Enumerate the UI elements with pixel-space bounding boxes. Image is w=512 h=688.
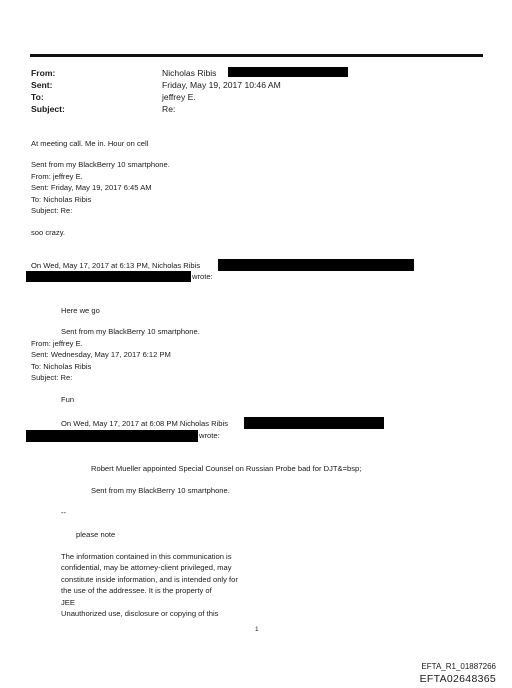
- to-label: To:: [31, 92, 44, 102]
- subject-label: Subject:: [31, 104, 65, 114]
- from-label: From:: [31, 68, 56, 78]
- body-line: Here we go: [61, 306, 100, 315]
- bates-number-large: EFTA02648365: [419, 673, 496, 685]
- to-value: jeffrey E.: [162, 92, 196, 102]
- from-value: Nicholas Ribis: [162, 68, 217, 78]
- forward-from: From: jeffrey E.: [31, 172, 83, 181]
- disclaimer-line: the use of the addressee. It is the property of: [61, 586, 212, 595]
- forward-from: From: jeffrey E.: [31, 339, 83, 348]
- body-line: Robert Mueller appointed Special Counsel on Russian Probe bad for DJT&=bsp;: [91, 464, 362, 473]
- disclaimer-line: JEE: [61, 598, 75, 607]
- forward-subject: Subject: Re:: [31, 206, 73, 215]
- redaction-box: [228, 67, 348, 77]
- subject-value: Re:: [162, 104, 176, 114]
- sent-label: Sent:: [31, 80, 53, 90]
- forward-sent: Sent: Friday, May 19, 2017 6:45 AM: [31, 183, 152, 192]
- body-line: Fun: [61, 395, 75, 404]
- disclaimer-line: Unauthorized use, disclosure or copying of this: [61, 609, 219, 618]
- redaction-box: [26, 430, 198, 442]
- quote-header: On Wed, May 17, 2017 at 6:08 PM Nicholas Ribis: [61, 419, 229, 428]
- body-line: At meeting call. Me in. Hour on cell: [31, 139, 149, 148]
- quote-header: On Wed, May 17, 2017 at 6:13 PM, Nicholas Ribis: [31, 261, 201, 270]
- disclaimer-line: constitute inside information, and is intended only for: [61, 575, 238, 584]
- redaction-box: [218, 259, 414, 271]
- body-line: soo crazy.: [31, 228, 66, 237]
- body-line: please note: [76, 530, 116, 539]
- forward-to: To: Nicholas Ribis: [31, 362, 92, 371]
- disclaimer-line: The information contained in this communication is: [61, 552, 232, 561]
- redaction-box: [26, 271, 191, 282]
- header-rule: [30, 54, 483, 57]
- bates-number-small: EFTA_R1_01887266: [421, 662, 496, 671]
- forward-sent: Sent: Wednesday, May 17, 2017 6:12 PM: [31, 350, 171, 359]
- redaction-box: [244, 417, 384, 429]
- signature-line: Sent from my BlackBerry 10 smartphone.: [61, 327, 200, 336]
- disclaimer-line: confidential, may be attorney-client privileged, may: [61, 563, 232, 572]
- quote-wrote: wrote:: [192, 272, 213, 281]
- signature-line: Sent from my BlackBerry 10 smartphone.: [31, 160, 170, 169]
- forward-to: To: Nicholas Ribis: [31, 195, 92, 204]
- forward-subject: Subject: Re:: [31, 373, 73, 382]
- signature-separator: --: [61, 508, 67, 517]
- sent-value: Friday, May 19, 2017 10:46 AM: [162, 80, 281, 90]
- page-number: 1: [255, 626, 259, 633]
- quote-wrote: wrote:: [199, 431, 220, 440]
- signature-line: Sent from my BlackBerry 10 smartphone.: [91, 486, 230, 495]
